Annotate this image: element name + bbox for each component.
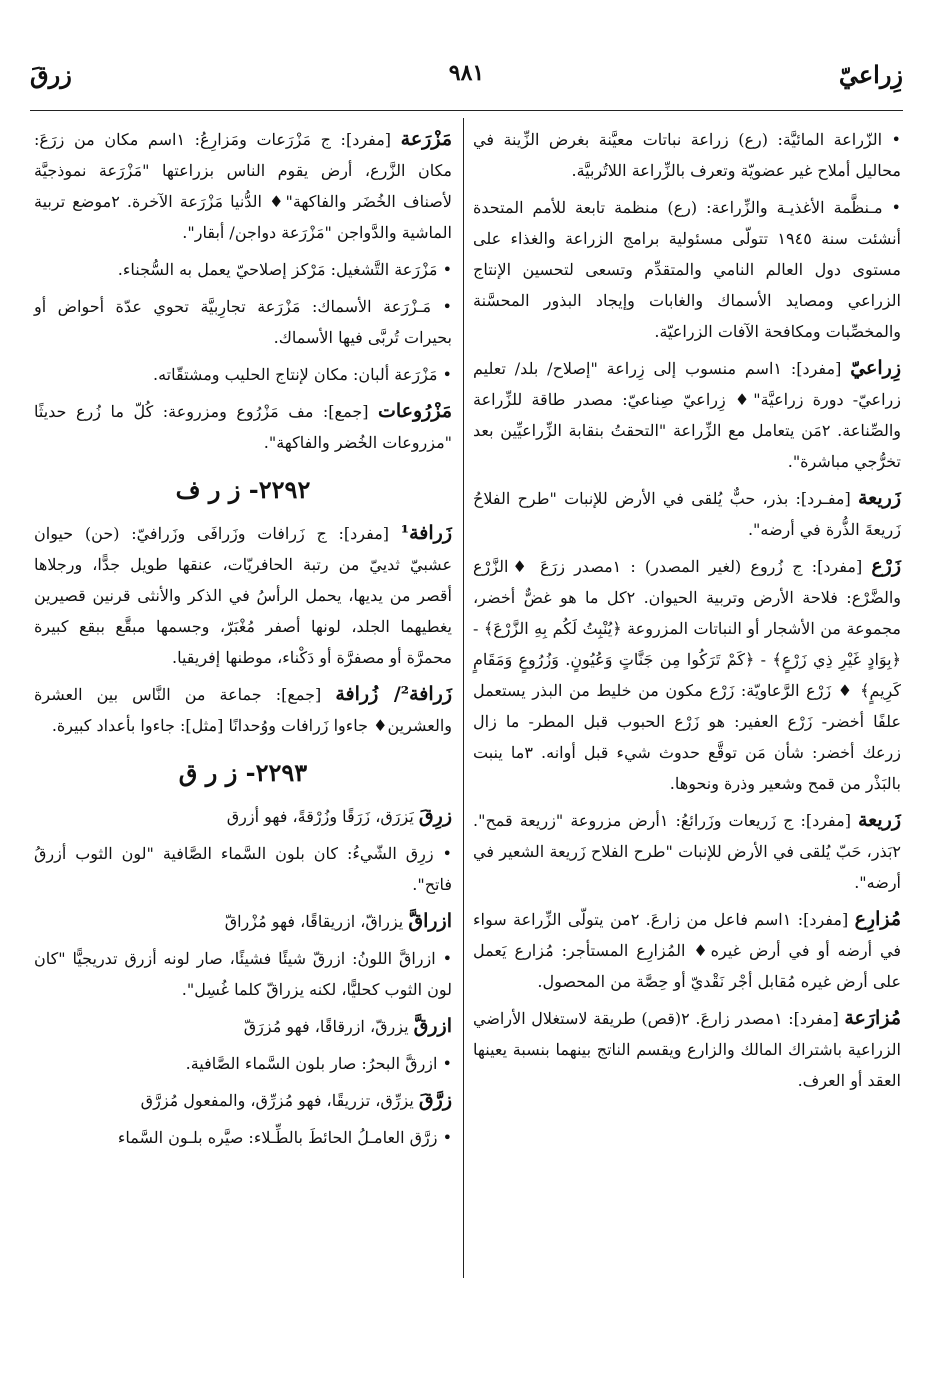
dictionary-entry — [34, 943, 452, 1005]
entry-definition: [جمع]: مف مَزْرُوع ومزروعة: كُلّ ما زُرع حديثًا "مزروعات الخُضر والفاكهة". — [34, 402, 452, 452]
entry-definition: [مفرد]: ١اسم فاعل من زارعَ. ٢من يتولّى الزِّراعة سواء في أرضه أو في أرض غيره♦ المُزارِع المستأجر: مُزارع يَعمل على أرض غيره مُقابل أجْر نَقْديّ أو حِصَّة من المحصول. — [473, 910, 901, 991]
entry-definition: • مَزْرَعة التَّشغيل: مَرْكز إصلاحيّ يعمل به السُّجناء. — [117, 260, 452, 279]
running-head-right: زِراعيّ — [838, 60, 903, 89]
entry-definition: [مفرد]: ج زُروع (لغير المصدر) : ١مصدر زرَعَ ♦الزَّرْع والضَّرْع: فلاحة الأرض وتربية الحيوان. ٢كل ما هو غضٌّ أخضر، مجموعة من الأشجار أو النباتات المزروعة ﴿يُنْبِتُ لَكُم بِهِ الزَّرْعَ﴾ - ﴿بِوَادٍ غَيْرِ ذِي زَرْعٍ﴾ - ﴿كَمْ تَرَكُوا مِن جَنَّاتٍ وَعُيُونٍ. وَزُرُوعٍ وَمَقَامٍ كَرِيمٍ﴾ ♦ زَرْع الرَّعاويّة: زَرْع مكون من خليط من البذر يستعمل علفًا أخضر- زَرْع العفير: هو زَرْع الحبوب قبل المطر- ما زال زرعك أخضر: شأن مَن توقَّع حدوث شيء قبل أوانه. ٣ما ينبت بالبَذْر من قمح وشعير وذرة ونحوها. — [473, 557, 902, 793]
dictionary-entry — [34, 801, 452, 832]
dictionary-entry — [34, 1048, 452, 1079]
running-head-left: زرقَ — [30, 60, 72, 89]
dictionary-entry — [34, 1085, 452, 1116]
dictionary-entry — [34, 1011, 452, 1042]
dictionary-entry — [34, 396, 452, 458]
dictionary-entry — [34, 124, 452, 248]
dictionary-entry — [473, 192, 901, 347]
entry-headword: زَرافة²/ زُرافة — [335, 683, 453, 705]
entry-headword: ازراقَّ — [408, 910, 452, 932]
entry-headword: زرِقَ — [418, 805, 452, 827]
left-column — [34, 124, 452, 1159]
dictionary-entry — [34, 838, 452, 900]
page-number: ٩٨١ — [448, 60, 485, 86]
entry-headword: زَرْع — [871, 555, 901, 577]
dictionary-entry — [34, 254, 452, 285]
dictionary-entry — [34, 679, 452, 741]
dictionary-entry — [473, 551, 901, 799]
entry-headword: زَريعة — [858, 809, 901, 831]
entry-headword: زرَّقَ — [418, 1089, 452, 1111]
dictionary-entry — [34, 906, 452, 937]
right-column — [473, 124, 901, 1102]
dictionary-entry — [473, 353, 901, 477]
dictionary-entry — [34, 1122, 452, 1153]
entry-headword: زَرافة¹ — [400, 522, 452, 544]
entry-definition: [مفرد]: ج مَزْرَعات ومَزارِعُ: ١اسم مكان من زرَعَ: مكان الزَّرع، أرض يقوم الناس بزراعتها "مَزْرَعة نموذجيَّة لأصناف الخُضَر والفاكهة"♦ الدُّنيا مَزْرَعة الآخرة. ٢موضع تربية الماشية والدَّواجن "مَزْرَعة دواجن/ أبقار". — [34, 130, 452, 242]
dictionary-entry — [473, 1003, 901, 1096]
entry-definition: • مَـزْرَعة الأسماك: مَزْرَعة تجارِبيَّة تحوي عدّة أحواض أو بحيرات تُربَّى فيها الأسماك. — [34, 297, 452, 347]
entry-definition: • زرَّق العامـلُ الحائطَ بالطِّـلاء: صيَّره بلـون السَّماء — [117, 1128, 452, 1147]
dictionary-entry — [34, 359, 452, 390]
entry-definition: [مفرد]: ج زَرافات وزَرافَى وزَرافيّ: (حن) حيوان عشبيّ ثدييّ من رتبة الحافريّات، عنقها طويل جدًّا، ورجلاها أقصر من يديها، يحمل الرأسُ في الذكر والأنثى قرنين قصيرين يغطيهما الجلد، لونها أصفر مُغْبَرّ، وجسمها مبقَّع ببقع كبيرة محمرَّة أو مصفرَّة أو دَكْناء، موطنها إفريقيا. — [34, 524, 452, 667]
section-heading: ٢٢٩٣- ز ر ق — [178, 758, 308, 787]
entry-definition: • الزّراعة المائيَّة: (رع) زراعة نباتات معيَّنة بغرض الزِّينة في محاليل أملاح غير عضويّة وتعرف بالزِّراعة اللاتُربيَّة. — [473, 130, 901, 180]
entry-definition: يزرِّق، تزريقًا، فهو مُزرِّق، والمفعول مُزرَّق — [140, 1091, 419, 1110]
dictionary-entry — [34, 518, 452, 673]
dictionary-entry — [34, 291, 452, 353]
entry-definition: • مـنظَّمة الأغذيـة والزِّراعة: (رع) منظمة تابعة للأمم المتحدة أنشئت سنة ١٩٤٥ تتولّى مسئولية برامج الزراعة والغذاء على مستوى دول العالم النامي والمتقدِّم وتسعى لتحسين الإنتاج الزراعي ومصايد الأسماك والغابات وإيجاد البذور المحسَّنة والمخصِّبات ومكافحة الآفات الزراعيّة. — [473, 198, 902, 341]
column-divider — [463, 118, 464, 1278]
page-header — [30, 60, 903, 106]
entry-headword: مُزارِع — [854, 908, 902, 930]
entry-headword: زَريعة — [858, 487, 901, 509]
dictionary-entry — [473, 904, 901, 997]
entry-definition: • مَزْرَعة ألبان: مكان لإنتاج الحليب ومشتقّاته. — [153, 365, 452, 384]
entry-definition: • ازراقَّ اللونُ: ازرقّ شيئًا فشيئًا، صار لونه أزرق تدريجيًّا "كان لون الثوب كحليًّا، لكنه يزراقّ كلما غُسِل". — [34, 949, 452, 999]
entry-definition: • ازرقَّ البحرُ: صار بلون السَّماء الصَّافية. — [185, 1054, 452, 1073]
dictionary-entry — [473, 805, 901, 898]
header-rule — [30, 110, 903, 111]
section-heading: ٢٢٩٢- ز ر ف — [175, 475, 311, 504]
entry-headword: زِراعيّ — [850, 357, 901, 379]
dictionary-entry — [473, 483, 901, 545]
entry-definition: يزرقّ، ازرقاقًا، فهو مُزرَقّ — [243, 1017, 414, 1036]
entry-definition: يزراقّ، ازريقاقًا، فهو مُزْراقّ — [224, 912, 409, 931]
entry-headword: مُزارَعة — [844, 1007, 901, 1029]
entry-definition: [جمع]: جماعة من النَّاس بين العشرة والعشرين♦ جاءوا زَرافات ووُحدانًا [مثل]: جاءوا بأعداد كبيرة. — [34, 685, 452, 735]
entry-headword: مَزْرُوعات — [377, 400, 452, 422]
entry-headword: ازرقَّ — [413, 1015, 452, 1037]
entry-definition: [مفرد]: ١اسم منسوب إلى زِراعة "إصلاح/ بلد/ تعليم زراعيّ- دورة زراعيَّة"♦ زِراعيّ صِناعيّ: مصدر طاقة للزِّراعة والصِّناعة. ٢مَن يتعامل مع الزِّراعة "التحقتُ بنقابة الزِّراعيِّين بعد تخرُّجي مباشرة". — [473, 359, 902, 471]
entry-definition: يَزرَق، زَرَقًا وزُرْقةً، فهو أزرق — [226, 807, 419, 826]
entry-headword: مَزْرَعة — [400, 128, 452, 150]
entry-definition: [مفرد]: ١مصدر زارعَ. ٢(قص) طريقة لاستغلال الأراضي الزراعية باشتراك المالك والزارع ويقسم الناتج بينهما بنسبة يعينها العقد أو العرف. — [473, 1009, 901, 1090]
entry-definition: [مفرد]: ج زَريعات وزَرائعُ: ١أرض مزروعة "زريعة قمح". ٢بَذر، حَبّ يُلقى في الأرض للإنبات "طرح الفلاح زَريعة الشعير في أرضه". — [473, 811, 901, 892]
entry-definition: [مفـرد]: بذر، حبٌّ يُلقى في الأرض للإنبات "طرح الفلاحُ زَريعةَ الذُّرة في أرضه". — [473, 489, 901, 539]
dictionary-entry — [473, 124, 901, 186]
entry-definition: • زرِق الشّيءُ: كان بلون السَّماء الصَّافية "لون الثوب أزرقُ فاتح". — [34, 844, 452, 894]
